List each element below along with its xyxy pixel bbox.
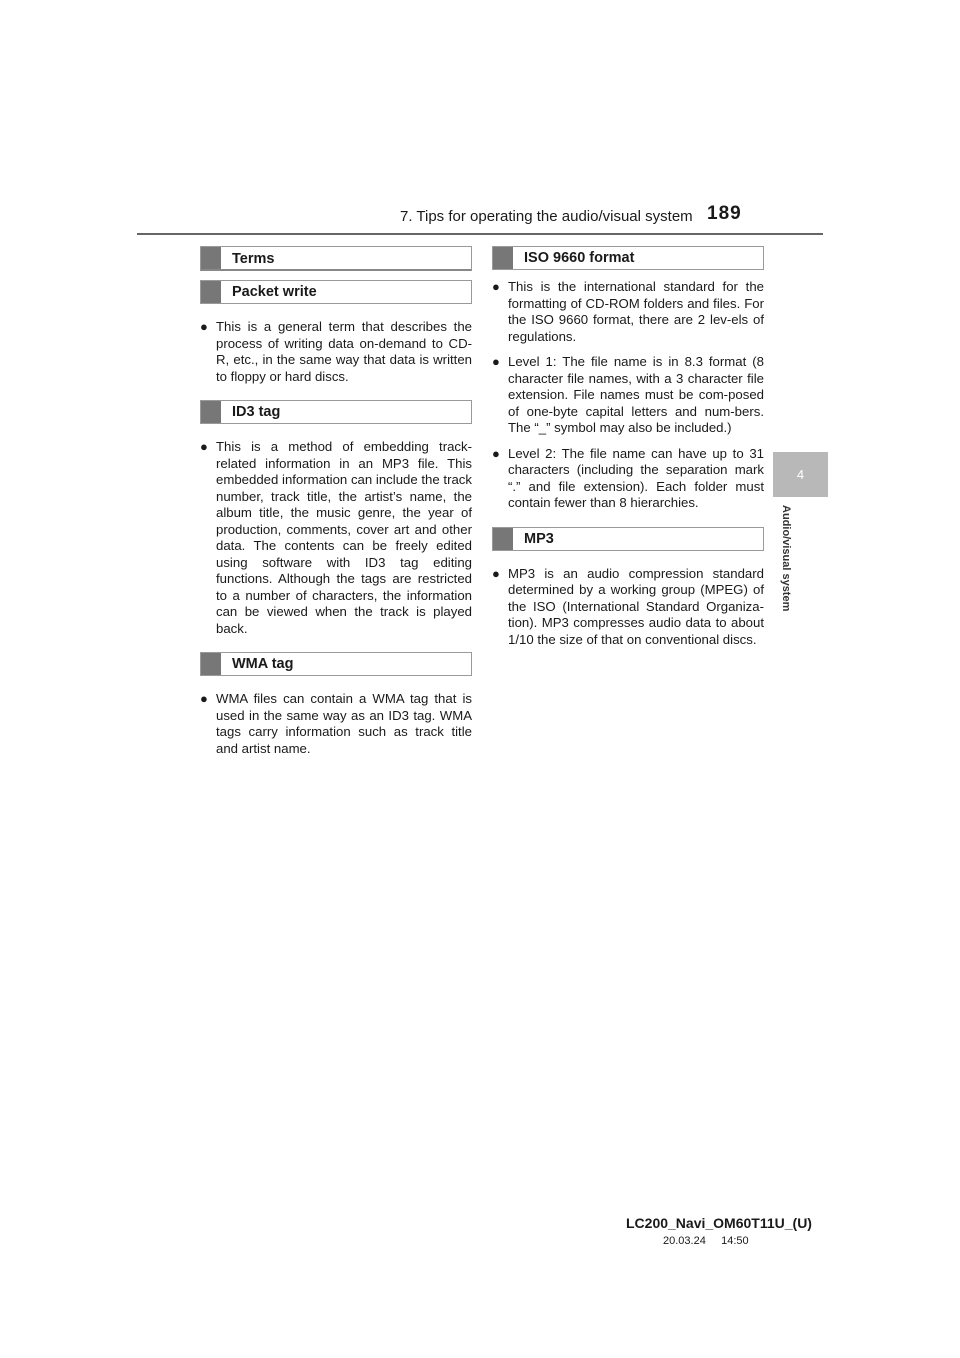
bullet-text: This is a general term that describes the process of writing data on-demand to CD-R, etc., in the same way that data is written to floppy or hard discs.	[216, 319, 472, 384]
header-divider	[137, 233, 823, 235]
bullet-icon: ●	[200, 439, 208, 454]
terms-heading	[200, 246, 472, 271]
bullet-text: WMA files can contain a WMA tag that is used in the same way as an ID3 tag. WMA tags carry information such as track title and artist name.	[216, 691, 472, 756]
bullet-text: This is the international standard for the formatting of CD-ROM folders and files. For the ISO 9660 format, there are 2 lev-els of regulations.	[508, 279, 764, 344]
heading-marker	[493, 247, 513, 269]
list-item	[200, 691, 472, 757]
footer-model-code: LC200_Navi_OM60T11U_(U)	[626, 1215, 812, 1231]
bullet-text: Level 2: The file name can have up to 31 characters (including the separation mark “.” and file extension). Each folder must contain fewer than 8 hierarchies.	[508, 445, 764, 510]
heading-marker	[201, 653, 221, 675]
chapter-tab[interactable]: 4	[773, 452, 828, 497]
page-number: 189	[707, 203, 742, 224]
heading-marker	[201, 247, 221, 269]
heading-marker	[201, 401, 221, 423]
section-heading-label: WMA tag	[232, 656, 294, 672]
list-item	[492, 446, 764, 512]
section-heading-label: Packet write	[232, 284, 317, 300]
bullet-icon: ●	[492, 565, 500, 581]
section-heading-label: ID3 tag	[232, 404, 281, 420]
list-item	[492, 354, 764, 437]
iso-9660-heading	[492, 246, 764, 270]
list-item	[492, 279, 764, 345]
list-item	[492, 566, 764, 649]
heading-marker	[493, 528, 513, 550]
section-heading-label: MP3	[524, 530, 554, 547]
bullet-icon: ●	[492, 445, 500, 461]
bullet-text: This is a method of embedding track-related information in an MP3 file. This embedded information can include the track number, track title, the artist’s name, the album title, the music genre, the year of production, comments, cover art and other data. The contents can be freely edited using software with ID3 tag editing functions. Although the tags are restricted to a number of characters, the information can be viewed when the track is played back.	[216, 439, 472, 636]
chapter-label-text: Audio/visual system	[780, 505, 792, 612]
right-column	[492, 246, 764, 648]
heading-marker	[201, 281, 221, 303]
bullet-icon: ●	[492, 279, 500, 294]
id3-tag-heading	[200, 400, 472, 424]
bullet-icon: ●	[492, 354, 500, 369]
footer-datetime: 20.03.24 14:50	[663, 1235, 749, 1247]
bullet-text: MP3 is an audio compression standard determined by a working group (MPEG) of the ISO (International Standard Organiza-tion). MP3 compresses audio data to about 1/10 the size of that on conventional discs.	[508, 565, 764, 647]
bullet-icon: ●	[200, 319, 208, 334]
section-heading-label: ISO 9660 format	[524, 250, 635, 266]
wma-tag-heading	[200, 652, 472, 676]
mp3-heading	[492, 527, 764, 551]
bullet-icon: ●	[200, 691, 208, 706]
list-item	[200, 439, 472, 637]
packet-write-heading	[200, 280, 472, 304]
section-title: 7. Tips for operating the audio/visual system	[400, 208, 693, 225]
terms-heading-label: Terms	[232, 251, 275, 267]
left-column	[200, 246, 472, 757]
list-item	[200, 319, 472, 385]
bullet-text: Level 1: The file name is in 8.3 format (8 character file names, with a 3 character file extension. File names must be com-posed of one-byte capital letters and num-bers. The “_” symbol may also be included.)	[508, 354, 764, 435]
